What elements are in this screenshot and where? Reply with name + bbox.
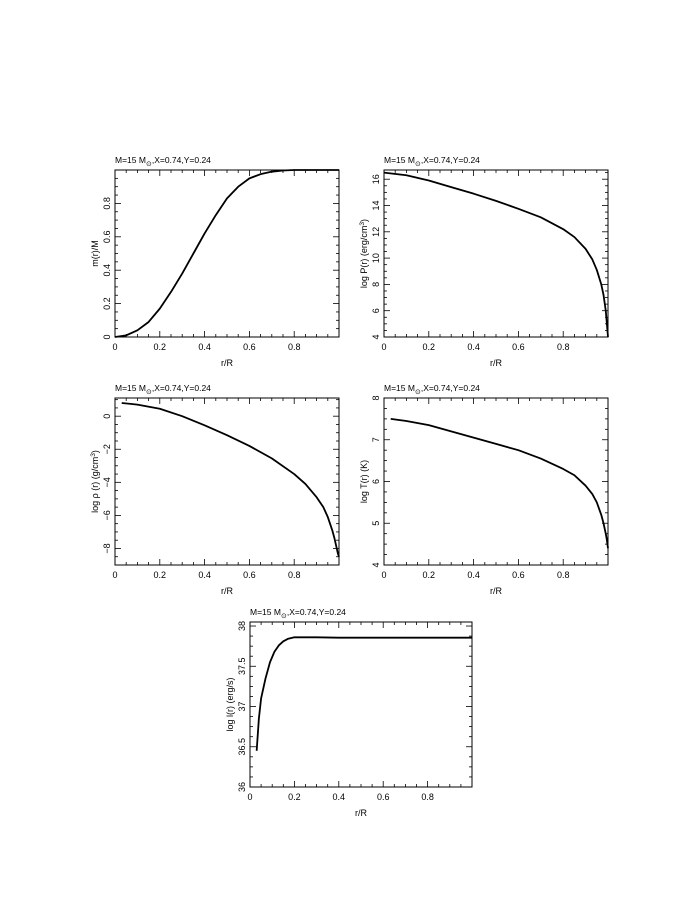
title-prefix: M=15 M xyxy=(384,155,415,165)
panel-title xyxy=(115,383,211,396)
title-sun-subscript: ⊙ xyxy=(145,389,152,396)
title-suffix: ,X=0.74,Y=0.24 xyxy=(420,155,480,165)
y-tick-label: −6 xyxy=(102,510,112,521)
x-tick-label: 0.2 xyxy=(153,342,167,352)
title-suffix: ,X=0.74,Y=0.24 xyxy=(420,383,480,393)
x-tick-label: 0 xyxy=(247,792,253,802)
series-line-mass xyxy=(115,170,339,337)
y-label-superscript: 3 xyxy=(90,453,97,457)
y-tick-label: 0.2 xyxy=(102,297,112,310)
x-axis-label: r/R xyxy=(221,358,233,368)
y-tick-label: 38 xyxy=(237,621,247,632)
y-axis-label: log l(r) (erg/s) xyxy=(225,677,235,732)
x-tick-label: 0.4 xyxy=(332,792,346,802)
title-suffix: ,X=0.74,Y=0.24 xyxy=(151,155,211,165)
title-sun-subscript: ⊙ xyxy=(414,389,421,396)
title-prefix: M=15 M xyxy=(250,607,281,617)
panel-title xyxy=(115,155,211,168)
y-tick-label: 16 xyxy=(371,174,381,185)
x-tick-label: 0.6 xyxy=(243,570,256,580)
y-label-prefix: log ρ (r) (g/cm xyxy=(90,456,100,513)
title-prefix: M=15 M xyxy=(115,383,146,393)
y-tick-label: −2 xyxy=(102,444,112,455)
plot-frame xyxy=(115,170,339,337)
x-tick-label: 0.2 xyxy=(422,342,436,352)
x-tick-label: 0.8 xyxy=(556,342,570,352)
title-suffix: ,X=0.74,Y=0.24 xyxy=(151,383,211,393)
x-tick-label: 0.6 xyxy=(376,792,390,802)
series-line-luminosity xyxy=(257,637,472,750)
y-label-suffix: ) xyxy=(90,450,100,454)
x-axis-label: r/R xyxy=(490,358,502,368)
y-tick-label: 36 xyxy=(237,781,247,793)
y-tick-label: 4 xyxy=(371,562,381,568)
y-tick-label: 8 xyxy=(371,281,381,287)
x-tick-label: 0.2 xyxy=(288,792,301,802)
x-tick-label: 0 xyxy=(112,570,118,580)
y-tick-label: 6 xyxy=(371,478,381,485)
title-suffix: ,X=0.74,Y=0.24 xyxy=(286,607,346,617)
y-label-prefix: log P(r) (erg/cm xyxy=(359,225,369,289)
x-axis-label: r/R xyxy=(355,808,367,818)
y-tick-label: 6 xyxy=(371,308,381,314)
y-tick-label: 8 xyxy=(371,395,381,401)
x-tick-label: 0 xyxy=(381,570,387,580)
y-tick-label: 0 xyxy=(102,413,112,419)
x-tick-label: 0.6 xyxy=(512,570,525,580)
panel-luminosity xyxy=(225,607,472,818)
x-tick-label: 0 xyxy=(112,342,118,352)
x-tick-label: 0.8 xyxy=(556,570,570,580)
y-label-superscript: 3 xyxy=(359,221,366,226)
title-sun-subscript: ⊙ xyxy=(145,161,152,168)
y-tick-label: 0.6 xyxy=(102,230,112,244)
y-tick-label: 0.4 xyxy=(102,263,112,277)
y-axis-label: log T(r) (K) xyxy=(359,459,369,504)
title-sun-subscript: ⊙ xyxy=(280,613,287,620)
panel-title xyxy=(250,607,346,620)
panel-title xyxy=(384,155,480,168)
plot-frame xyxy=(250,622,472,787)
y-tick-label: 0.8 xyxy=(102,197,112,210)
x-axis-label: r/R xyxy=(490,586,502,596)
x-tick-label: 0.6 xyxy=(512,342,525,352)
x-tick-label: 0.8 xyxy=(287,342,301,352)
panel-mass xyxy=(90,155,339,368)
title-prefix: M=15 M xyxy=(384,383,415,393)
panel-temperature xyxy=(359,383,608,596)
panel-pressure xyxy=(359,155,608,368)
title-prefix: M=15 M xyxy=(115,155,146,165)
x-tick-label: 0.4 xyxy=(467,342,480,352)
title-sun-subscript: ⊙ xyxy=(414,161,421,168)
x-tick-label: 0.2 xyxy=(153,570,167,580)
x-tick-label: 0 xyxy=(381,342,387,352)
x-tick-label: 0.4 xyxy=(467,570,480,580)
y-tick-label: 37.5 xyxy=(237,657,247,676)
series-line-density xyxy=(122,403,339,557)
y-label-suffix: ) xyxy=(359,218,369,222)
x-tick-label: 0.2 xyxy=(422,570,436,580)
y-tick-label: 4 xyxy=(371,334,381,340)
y-tick-label: −4 xyxy=(102,477,112,488)
x-axis-label: r/R xyxy=(221,586,233,596)
plot-frame xyxy=(115,398,339,565)
x-tick-label: 0.6 xyxy=(243,342,256,352)
y-tick-label: 10 xyxy=(371,253,381,264)
panel-title xyxy=(384,383,480,396)
y-axis-label xyxy=(359,219,369,288)
y-tick-label: 14 xyxy=(371,200,381,211)
x-tick-label: 0.4 xyxy=(198,570,211,580)
y-tick-label: 7 xyxy=(371,437,381,443)
y-tick-label: 36.5 xyxy=(237,737,247,756)
x-tick-label: 0.8 xyxy=(421,792,434,802)
y-tick-label: 37 xyxy=(237,701,247,712)
y-tick-label: −8 xyxy=(102,543,112,554)
series-line-pressure xyxy=(384,173,608,337)
plot-frame xyxy=(384,170,608,337)
x-tick-label: 0.8 xyxy=(287,570,301,580)
y-tick-label: 5 xyxy=(371,520,381,526)
y-axis-label xyxy=(90,450,100,513)
x-tick-label: 0.4 xyxy=(198,342,211,352)
y-tick-label: 12 xyxy=(371,226,381,237)
series-line-temperature xyxy=(391,419,608,548)
panel-density xyxy=(90,383,339,596)
y-axis-label: m(r)/M xyxy=(90,240,100,267)
y-tick-label: 0 xyxy=(102,334,112,340)
